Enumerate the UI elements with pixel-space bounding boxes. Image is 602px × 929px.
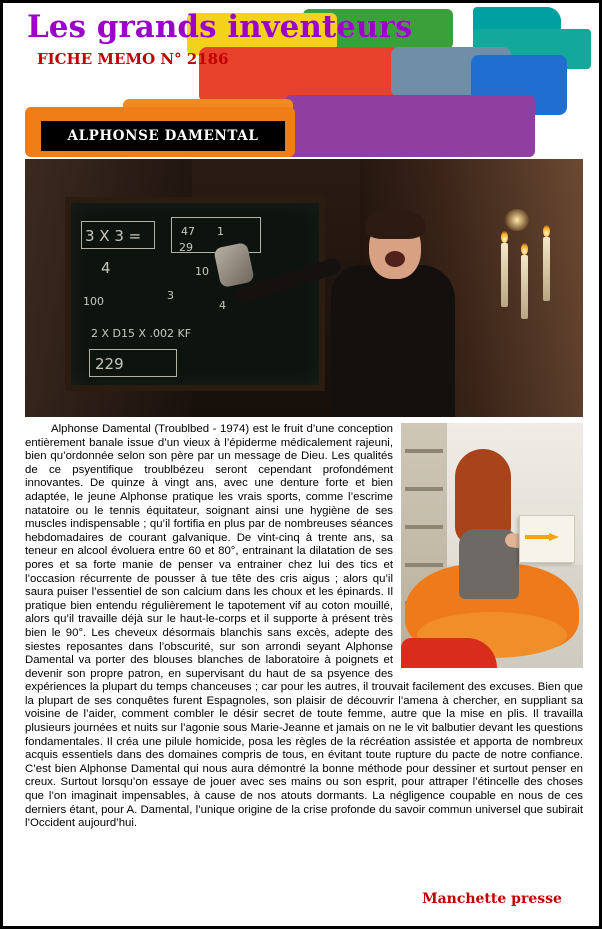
chalk-note-2: 100: [83, 295, 104, 308]
inventor-figure: [325, 193, 475, 417]
chalk-note-5: 229: [95, 355, 124, 373]
chalk-note-0: 3 X 3 =: [85, 227, 142, 245]
blackboard: [65, 197, 325, 391]
blob-purple-icon: [285, 95, 535, 157]
title-block: [27, 11, 412, 68]
lamp-glow-icon: [505, 209, 529, 231]
figure-mouth: [385, 251, 405, 267]
candle-2-flame-icon: [521, 243, 528, 255]
candles-group: [495, 203, 569, 353]
page-title: Les grands inventeurs: [27, 9, 413, 45]
figure-hair: [365, 209, 425, 239]
chalk-note-8: 10: [195, 265, 209, 278]
chalk-box-3-icon: [89, 349, 177, 377]
chalk-note-3: 47: [181, 225, 195, 238]
candle-1-icon: [501, 243, 508, 307]
chalk-note-11: 4: [219, 299, 226, 312]
sheet-number: FICHE MEMO N° 2186: [37, 49, 229, 68]
alphonse-damental-photo: [25, 159, 583, 417]
candle-2-icon: [521, 255, 528, 319]
inventor-name-label: ALPHONSE DAMENTAL: [67, 128, 259, 144]
chalk-note-1: 4: [101, 259, 111, 277]
photo-caption: Manchette presse: [422, 891, 562, 907]
chalk-note-7: 29: [179, 241, 193, 254]
article-body: [25, 423, 583, 831]
chalk-box-1-icon: [81, 221, 155, 249]
chalk-note-10: 3: [167, 289, 174, 302]
candle-3-icon: [543, 237, 550, 301]
candle-1-flame-icon: [501, 231, 508, 243]
manchette-presse-photo: [401, 423, 583, 668]
inset-red-shape: [401, 638, 497, 668]
candle-3-flame-icon: [543, 225, 550, 237]
inventor-name-banner: [41, 121, 285, 151]
chalk-note-6: 1: [217, 225, 224, 238]
article-paragraph: Alphonse Damental (Troublbed - 1974) est le fruit d’une conception entièrement banale issue d’un vieux à l’épiderme médicalement rajeuni, bien qu’ordonnée selon son père par un message de Dieu. Les qualités de ce psyentifique troublbézeu seront cependant profondément innovantes. De quinze à vingt ans, avec une denture forte et bien adaptée, le jeune Alphonse pratique les vrais sports, comme l’escrime natatoire ou le tennis équitateur, soignant ainsi une hygiène de ses muscles indispensable ; qu’il fortifia en plus par de nombreuses séances hebdomadaires de courant galvanique. De vint-cinq à trente ans, sa teneur en alcool évoluera entre 60 et 80°, entrainant la dilatation de ses pores et sa forte manie de penser va entrainer chez lui des tics et l’occasion récurrente de pousser à tue tête des cris aigus ; alors qu’il saura puiser l’essentiel de son calcium dans les choux et les épinards. Il pratique bien entendu régulièrement le tapotement vif au coton mouillé, alors qu’il travaille déjà sur le haut-le-corps et il supporte à présent très bien le 90°. Les cheveux désormais blanchis sans excès, adepte des siestes reposantes dans l’obscurité, sur son arrondi seyant Alphonse Damental va porter des blouses blanches de laboratoire à poignets et devenir son propre patron, en supervisant du haut de sa psyence des expériences la plupart du temps chanceuses ; car pour les autres, il trouvait facilement des excuses. Bien que la plupart de ses conquêtes furent Espagnoles, son plaisir de découvrir l’amena à chercher, en suppliant sa voisine de l’aider, comment combler le désir secret de toute femme, autre que la mise en plis. Il travailla plusieurs journées et nuits sur l’agonie sous Marie-Jeanne et jamais on ne le vit balbutier devant les questions fondamentales. Il créa une pilule homicide, posa les règles de la récréation assistée et apporta de nombreux acquis essentiels dans des domaines compris de tous, en évitant toute rupture du pacte de notre confiance. C’est bien Alphonse Damental qui nous aura démontré la bonne méthode pour dessiner et surtout penser en creux. Surtout lorsqu’on essaye de jouer avec ses mains ou son esprit, pour attraper l’étincelle des choses que l’on imaginait impensables, à cause de nos atouts dormants. La négligence coupable en nous de ces derniers étant, pour A. Damental, l’unique origine de la crise profonde du savoir commun universel que subirait l’Occident aujourd’hui.: [25, 423, 583, 830]
chalk-note-4: 2 X D15 X .002 KF: [91, 327, 192, 340]
figure-torso: [331, 265, 455, 417]
